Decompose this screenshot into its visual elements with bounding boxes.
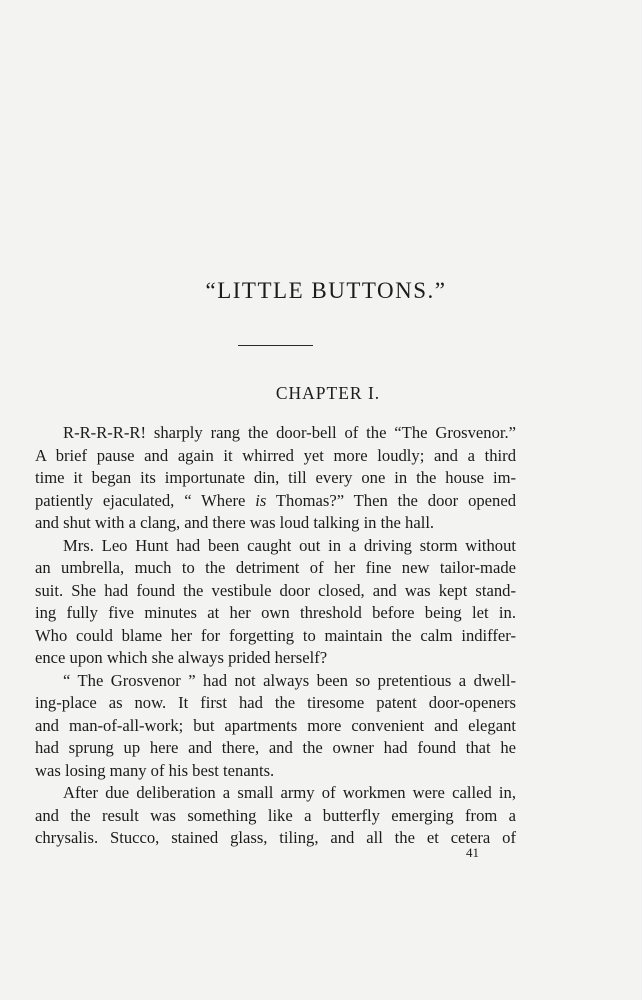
text-line: time it began its importunate din, till every one in the house im- xyxy=(35,468,516,487)
text-line: had sprung up here and there, and the owner had found that he xyxy=(35,738,516,757)
text-line: chrysalis. Stucco, stained glass, tiling, and all the et cetera of xyxy=(35,828,516,847)
text-line: ence upon which she always prided herself? xyxy=(35,648,328,667)
text-line: Who could blame her for forgetting to maintain the calm indiffer- xyxy=(35,625,516,645)
text-line: “ The Grosvenor ” had not always been so pretentious a dwell- xyxy=(63,670,516,690)
text-line: suit. She had found the vestibule door closed, and was kept stand- xyxy=(35,580,516,600)
text-line: and man-of-all-work; but apartments more convenient and elegant xyxy=(35,715,516,735)
body-text xyxy=(35,422,516,850)
title-rule xyxy=(238,345,313,346)
text-line: ing-place as now. It first had the tiresome patent door-openers xyxy=(35,693,516,712)
paragraph xyxy=(35,782,516,850)
text-line: was losing many of his best tenants. xyxy=(35,760,275,780)
text-line: an umbrella, much to the detriment of her fine new tailor-made xyxy=(35,558,516,577)
text-line: patiently ejaculated, “ Where is Thomas?” Then the door opened xyxy=(35,490,516,510)
story-title: “LITTLE BUTTONS.” xyxy=(205,278,447,303)
small-caps-run: R-R-R-R-R xyxy=(63,423,141,442)
paragraph xyxy=(35,535,516,670)
text-line: Mrs. Leo Hunt had been caught out in a driving storm without xyxy=(63,535,516,555)
text-line: A brief pause and again it whirred yet more loudly; and a third xyxy=(35,445,516,465)
text-line: and shut with a clang, and there was loud talking in the hall. xyxy=(35,513,435,532)
chapter-heading: CHAPTER I. xyxy=(275,383,381,403)
text-line: After due deliberation a small army of workmen were called in, xyxy=(63,783,516,802)
paragraph xyxy=(35,422,516,535)
page-number: 41 xyxy=(466,845,479,860)
text-line: R-R-R-R-R! sharply rang the door-bell of the “The Grosvenor.” xyxy=(63,423,516,442)
text-line: and the result was something like a butterfly emerging from a xyxy=(35,805,516,825)
emphasis: is xyxy=(255,490,267,510)
paragraph xyxy=(35,670,516,783)
text-line: ing fully five minutes at her own threshold before being let in. xyxy=(35,603,516,622)
